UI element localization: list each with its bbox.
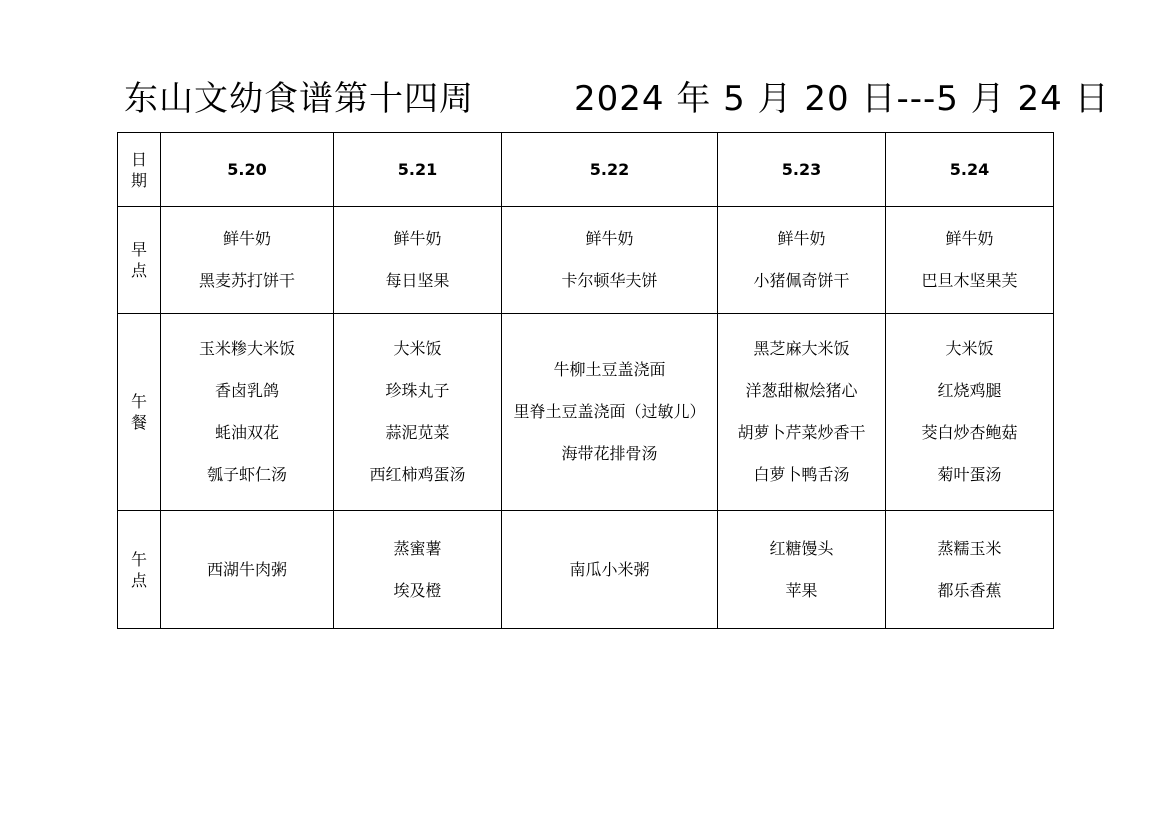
menu-item: 西湖牛肉粥 [206,559,287,579]
menu-item: 西红柿鸡蛋汤 [369,465,466,484]
menu-item: 蒸蜜薯 [393,538,442,558]
row-label-char: 午 [130,549,147,569]
menu-item: 红糖馒头 [769,538,834,558]
menu-item: 埃及橙 [393,580,442,600]
menu-item: 蚝油双花 [214,423,279,442]
row-label-breakfast [118,207,161,314]
menu-item: 菊叶蛋汤 [937,465,1002,484]
menu-item: 苹果 [785,580,818,600]
menu-item: 香卤乳鸽 [214,381,279,400]
menu-item: 海带花排骨汤 [561,444,658,463]
date-range: 2024 年 5 月 20 日---5 月 24 日 [574,79,1110,119]
menu-item: 蒜泥苋菜 [385,423,450,442]
date-cell: 5.21 [334,133,502,207]
snack-row [118,511,1054,629]
menu-cell [502,207,718,314]
menu-item: 南瓜小米粥 [569,559,650,579]
menu-item: 鲜牛奶 [945,229,994,248]
menu-item: 洋葱甜椒烩猪心 [745,381,858,400]
lunch-row [118,314,1054,511]
row-label-char: 餐 [130,413,147,432]
menu-cell [334,207,502,314]
menu-item: 红烧鸡腿 [937,381,1002,400]
breakfast-row [118,207,1054,314]
date-row [118,133,1054,207]
menu-cell [334,314,502,511]
menu-cell [718,207,886,314]
menu-item: 鲜牛奶 [585,229,634,248]
menu-item: 黑麦苏打饼干 [198,271,295,290]
row-label-char: 点 [130,261,147,280]
menu-item: 鲜牛奶 [222,229,271,248]
menu-item: 大米饭 [393,339,442,358]
menu-item: 牛柳土豆盖浇面 [553,360,666,379]
menu-item: 珍珠丸子 [385,381,450,400]
date-cell: 5.22 [502,133,718,207]
menu-item: 大米饭 [945,339,994,358]
row-label-date [118,133,161,207]
menu-item: 茭白炒杏鲍菇 [921,423,1018,442]
menu-cell [161,511,334,629]
page-title: 东山文幼食谱第十四周 [124,79,474,119]
menu-cell [886,511,1054,629]
menu-cell [502,511,718,629]
menu-item: 都乐香蕉 [937,580,1002,600]
menu-item: 小猪佩奇饼干 [753,271,850,290]
row-label-char: 期 [130,170,147,190]
menu-cell [718,511,886,629]
date-cell: 5.23 [718,133,886,207]
menu-item: 白萝卜鸭舌汤 [753,465,850,484]
menu-cell [718,314,886,511]
row-label-char: 午 [130,392,147,411]
menu-cell [886,207,1054,314]
row-label-lunch [118,314,161,511]
row-label-snack [118,511,161,629]
menu-item: 胡萝卜芹菜炒香干 [737,423,866,442]
row-label-char: 点 [130,570,147,590]
date-cell: 5.20 [161,133,334,207]
menu-item: 黑芝麻大米饭 [753,339,850,358]
menu-item: 卡尔顿华夫饼 [561,271,658,290]
menu-table [117,132,1054,629]
menu-item: 里脊土豆盖浇面（过敏儿） [513,402,706,421]
menu-item: 每日坚果 [385,271,450,290]
menu-cell [502,314,718,511]
menu-item: 鲜牛奶 [777,229,826,248]
menu-cell [161,314,334,511]
menu-cell [161,207,334,314]
menu-cell [334,511,502,629]
menu-item: 瓠子虾仁汤 [206,465,287,484]
date-cell: 5.24 [886,133,1054,207]
menu-item: 玉米糁大米饭 [198,339,295,358]
menu-item: 蒸糯玉米 [937,538,1002,558]
row-label-char: 日 [130,149,147,169]
menu-item: 鲜牛奶 [393,229,442,248]
row-label-char: 早 [130,240,147,259]
menu-item: 巴旦木坚果芙 [921,271,1018,290]
menu-cell [886,314,1054,511]
